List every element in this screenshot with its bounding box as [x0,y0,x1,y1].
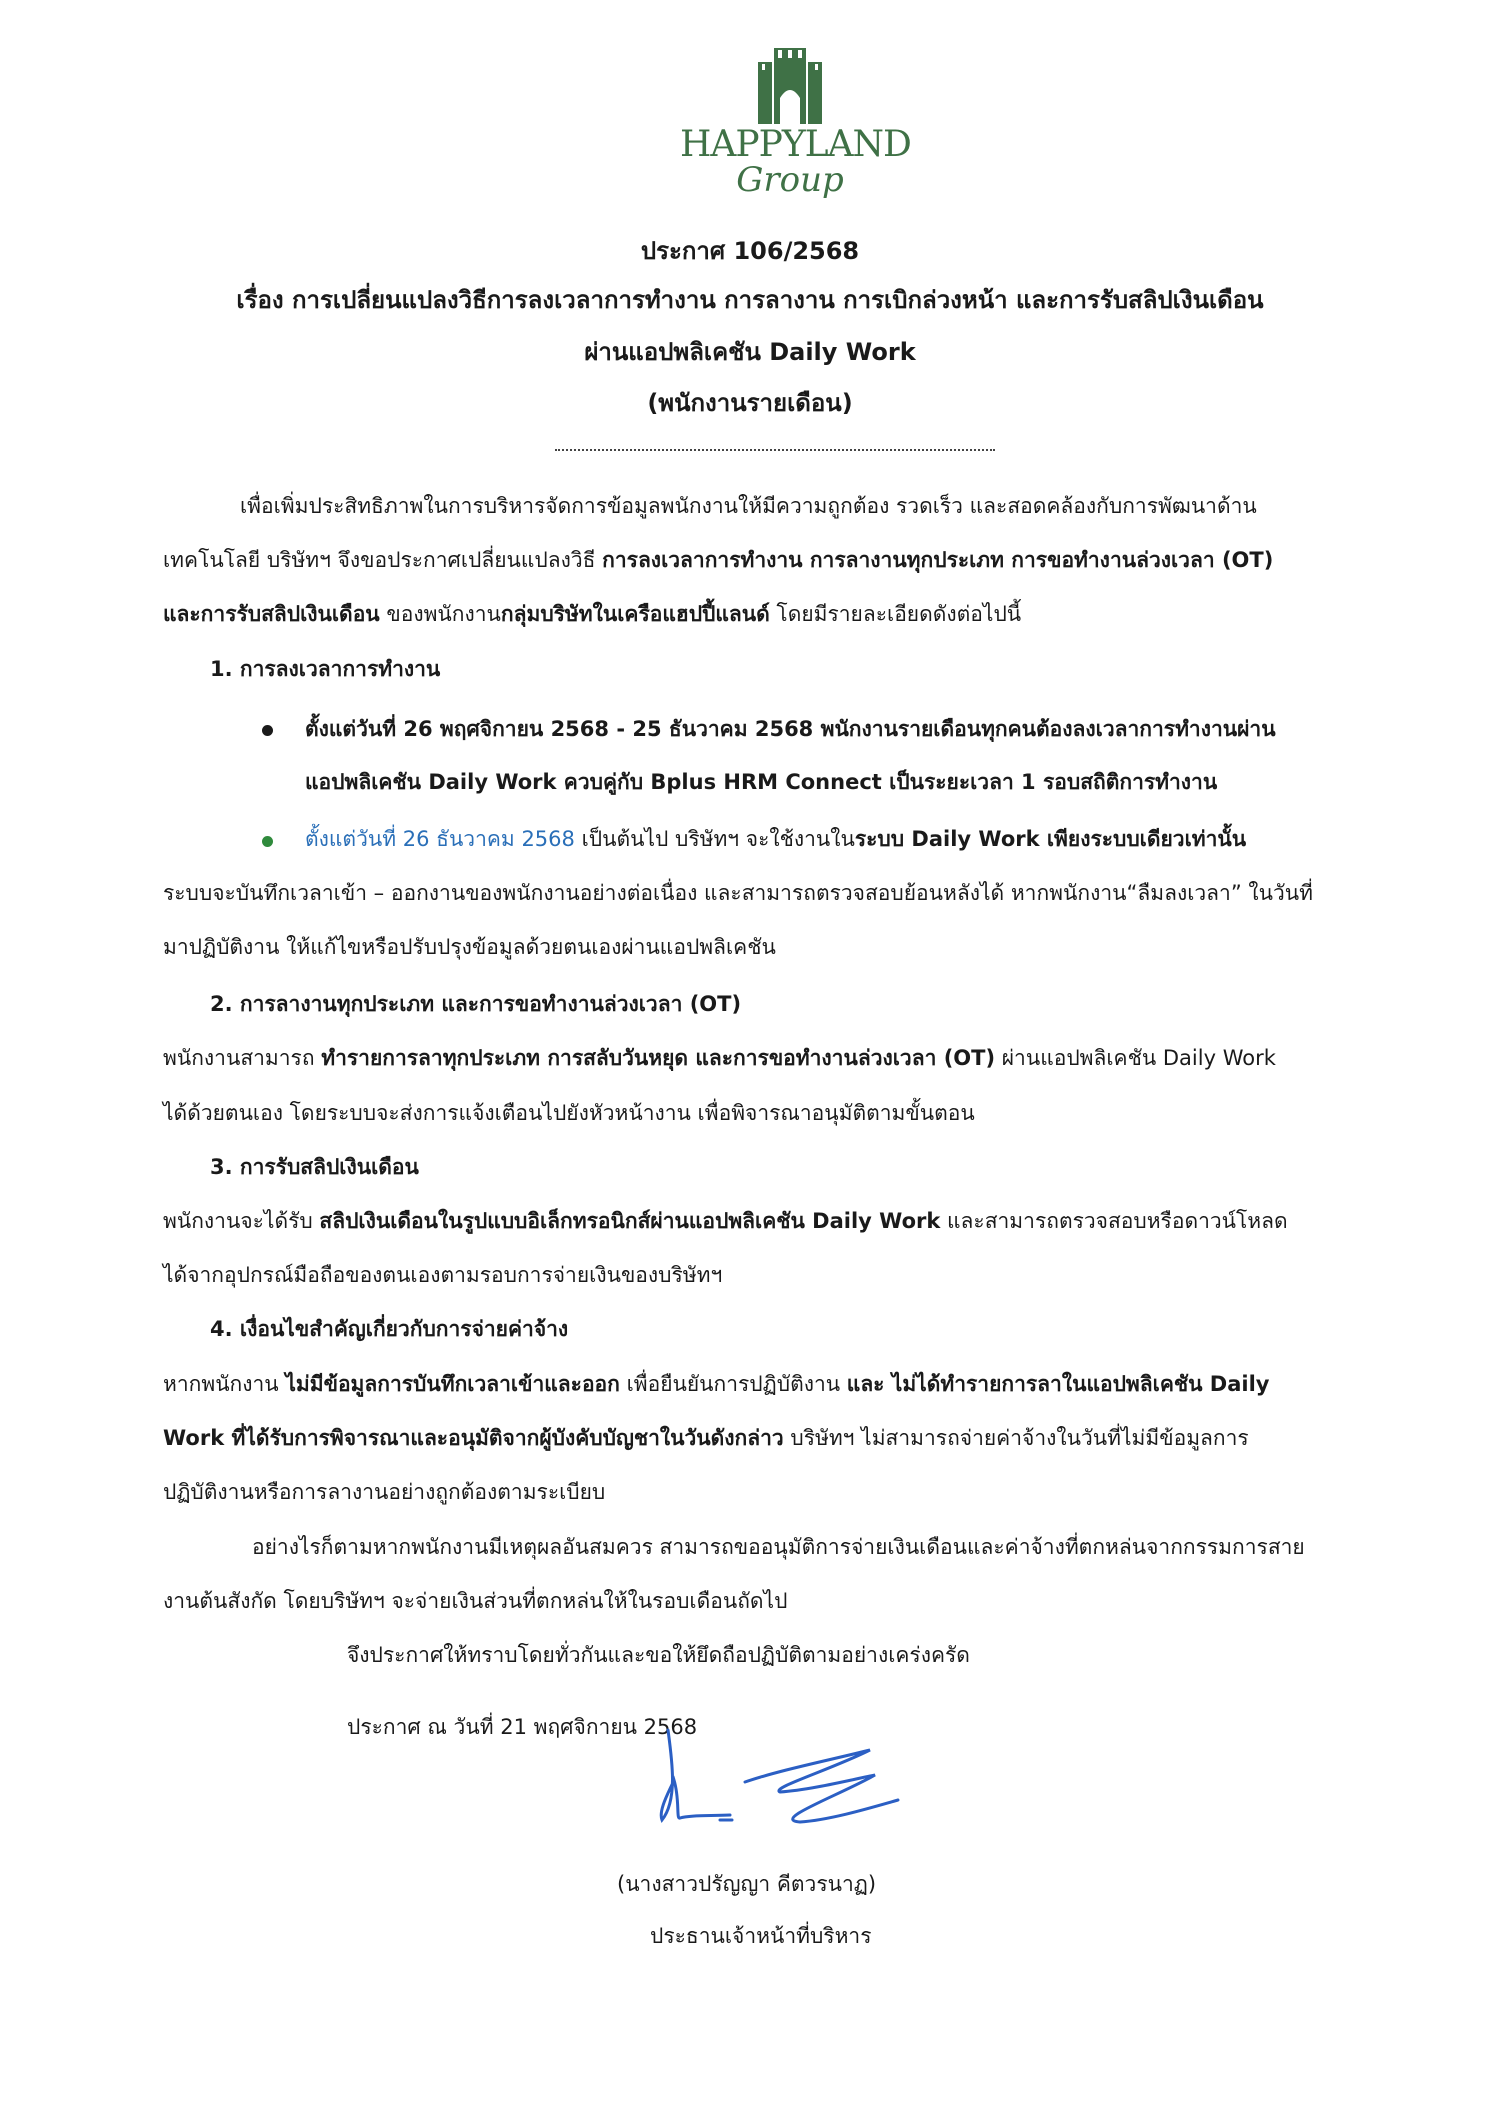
section4-line3: ปฏิบัติงานหรือการลางานอย่างถูกต้องตามระเบียบ [163,1480,606,1504]
bullet-icon [262,725,273,736]
announcement-subject-line2: ผ่านแอปพลิเคชัน Daily Work [584,338,916,366]
section2-line2: ได้ด้วยตนเอง โดยระบบจะส่งการแจ้งเตือนไปยังหัวหน้างาน เพื่อพิจารณาอนุมัติตามขั้นตอน [163,1101,975,1125]
closing-statement: จึงประกาศให้ทราบโดยทั่วกันและขอให้ยึดถือปฏิบัติตามอย่างเคร่งครัด [347,1643,970,1667]
signatory-position: ประธานเจ้าหน้าที่บริหาร [650,1924,872,1948]
section3-heading: 3. การรับสลิปเงินเดือน [210,1155,419,1179]
section2-line1: พนักงานสามารถ ทำรายการลาทุกประเภท การสลับวันหยุด และการขอทำงานล่วงเวลา (OT) ผ่านแอปพลิเคชัน Daily Work [163,1046,1276,1070]
intro-paragraph: เพื่อเพิ่มประสิทธิภาพในการบริหารจัดการข้อมูลพนักงานให้มีความถูกต้อง รวดเร็ว และสอดคล้องกับการพัฒนาด้าน [240,494,1257,518]
signatory-name: (นางสาวปรัญญา คีตวรนาฏ) [617,1872,877,1896]
section3-line1: พนักงานจะได้รับ สลิปเงินเดือนในรูปแบบอิเล็กทรอนิกส์ผ่านแอปพลิเคชัน Daily Work และสามารถตรวจสอบหรือดาวน์โหลด [163,1209,1288,1233]
building-logo-icon [750,48,830,124]
section1-paragraph-line2: มาปฏิบัติงาน ให้แก้ไขหรือปรับปรุงข้อมูลด้วยตนเองผ่านแอปพลิเคชัน [163,935,776,959]
divider [555,449,995,451]
announcement-subject: เรื่อง การเปลี่ยนแปลงวิธีการลงเวลาการทำงาน การลางาน การเบิกล่วงหน้า และการรับสลิปเงินเดือน [236,286,1264,314]
signature-icon [650,1720,910,1840]
section1-bullet1-line1: ตั้งแต่วันที่ 26 พฤศจิกายน 2568 - 25 ธันวาคม 2568 พนักงานรายเดือนทุกคนต้องลงเวลาการทำงานผ่าน [305,717,1276,741]
intro-line2: เทคโนโลยี บริษัทฯ จึงขอประกาศเปลี่ยนแปลงวิธี การลงเวลาการทำงาน การลางานทุกประเภท การขอทำงานล่วงเวลา (OT) [163,548,1274,572]
closing-line1: อย่างไรก็ตามหากพนักงานมีเหตุผลอันสมควร สามารถขออนุมัติการจ่ายเงินเดือนและค่าจ้างที่ตกหล่นจากกรรมการสาย [252,1535,1305,1559]
section2-heading: 2. การลางานทุกประเภท และการขอทำงานล่วงเวลา (OT) [210,992,742,1016]
logo-text-happyland: HAPPYLAND [680,124,911,165]
section4-line1: หากพนักงาน ไม่มีข้อมูลการบันทึกเวลาเข้าและออก เพื่อยืนยันการปฏิบัติงาน และ ไม่ได้ทำรายการลาในแอปพลิเคชัน Daily [163,1372,1270,1396]
section3-line2: ได้จากอุปกรณ์มือถือของตนเองตามรอบการจ่ายเงินของบริษัทฯ [163,1263,723,1287]
closing-line2: งานต้นสังกัด โดยบริษัทฯ จะจ่ายเงินส่วนที่ตกหล่นให้ในรอบเดือนถัดไป [163,1589,788,1613]
bullet-icon [262,836,273,847]
logo-text-group: Group [736,160,844,200]
section1-heading: 1. การลงเวลาการทำงาน [210,657,441,681]
section1-bullet1-line2: แอปพลิเคชัน Daily Work ควบคู่กับ Bplus HRM Connect เป็นระยะเวลา 1 รอบสถิติการทำงาน [305,770,1218,794]
section4-line2: Work ที่ได้รับการพิจารณาและอนุมัติจากผู้บังคับบัญชาในวันดังกล่าว บริษัทฯ ไม่สามารถจ่ายค่าจ้างในวันที่ไม่มีข้อมูลการ [163,1426,1249,1450]
announcement-number: ประกาศ 106/2568 [640,237,860,265]
section1-bullet2: ตั้งแต่วันที่ 26 ธันวาคม 2568 เป็นต้นไป บริษัทฯ จะใช้งานในระบบ Daily Work เพียงระบบเดียวเท่านั้น [305,827,1247,851]
section4-heading: 4. เงื่อนไขสำคัญเกี่ยวกับการจ่ายค่าจ้าง [210,1317,569,1341]
section1-paragraph-line1: ระบบจะบันทึกเวลาเข้า – ออกงานของพนักงานอย่างต่อเนื่อง และสามารถตรวจสอบย้อนหลังได้ หากพนักงาน“ลืมลงเวลา” ในวันที่ [163,881,1313,905]
announcement-date: ประกาศ ณ วันที่ 21 พฤศจิกายน 2568 [347,1715,698,1739]
intro-line3: และการรับสลิปเงินเดือน ของพนักงานกลุ่มบริษัทในเครือแฮปปี้แลนด์ โดยมีรายละเอียดดังต่อไปนี้ [163,602,1022,626]
company-logo [680,48,911,208]
announcement-audience: (พนักงานรายเดือน) [647,389,853,417]
